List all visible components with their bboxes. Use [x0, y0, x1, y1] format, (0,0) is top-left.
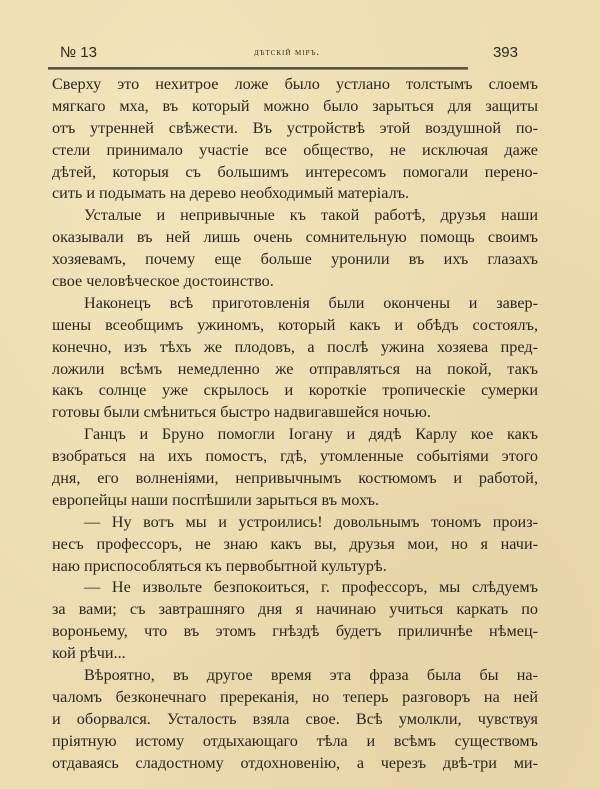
text-line: мягкаго мха, въ который можно было зарыться для защиты: [52, 96, 538, 115]
paragraph: [52, 512, 538, 578]
text-line: европейцы наши поспѣшили зарыться въ мохъ.: [52, 490, 380, 509]
text-line: несъ профессоръ, не знаю какъ вы, друзья мои, но я начи-: [52, 534, 538, 553]
header-rule: [48, 67, 468, 70]
text-line: — Не извольте безпокоиться, г. профессоръ, мы слѣдуемъ: [84, 578, 538, 597]
paragraph: [52, 205, 538, 293]
text-line: наю приспособляться къ первобытной культурѣ.: [52, 556, 387, 575]
text-line: отъ утренней свѣжести. Въ устройствѣ этой воздушной по-: [52, 118, 538, 137]
issue-number: № 13: [60, 44, 97, 61]
text-line: взобраться на ихъ помостъ, гдѣ, утомленные событіями этого: [52, 447, 538, 466]
text-line: и оборвался. Усталость взяла свое. Всѣ умолкли, чувствуя: [52, 709, 538, 728]
running-header: [52, 44, 522, 66]
text-line: стели принимало участіе все общество, не исключая даже: [52, 140, 538, 159]
paragraph: [52, 665, 538, 774]
paragraph: [52, 577, 538, 665]
body-text: [52, 74, 538, 775]
text-line: Ганцъ и Бруно помогли Іогану и дядѣ Карлу кое какъ: [84, 425, 538, 444]
text-line: готовы были смѣниться быстро надвигавшейся ночью.: [52, 403, 431, 422]
text-line: отдаваясь сладостному отдохновенію, а черезъ двѣ-три ми-: [52, 753, 538, 772]
text-line: сить и подымать на дерево необходимый матеріалъ.: [52, 184, 410, 203]
text-line: чаломъ безконечнаго пререканія, но теперь разговоръ на ней: [52, 687, 538, 706]
text-line: Наконецъ всѣ приготовленія были окончены и завер-: [84, 293, 538, 312]
text-line: хозяевамъ, почему еще больше уронили въ ихъ глазахъ: [52, 250, 538, 269]
text-line: дня, его волненіями, непривычнымъ костюмомъ и работой,: [52, 469, 538, 488]
text-line: оказывали въ ней лишь очень сомнительную помощь своимъ: [52, 228, 538, 247]
text-line: за вами; съ завтрашняго дня я начинаю учиться каркать по: [52, 600, 538, 619]
text-line: ложили всѣмъ немедленно же отправляться на покой, такъ: [52, 359, 538, 378]
text-line: кой рѣчи...: [52, 644, 126, 663]
page-number: 393: [492, 44, 518, 61]
text-line: свое человѣческое достоинство.: [52, 272, 274, 291]
journal-title: дѣтскій міръ.: [253, 47, 321, 58]
text-line: Сверху это нехитрое ложе было устлано толстымъ слоемъ: [52, 75, 538, 93]
text-line: шены всеобщимъ ужиномъ, который какъ и обѣдъ состоялъ,: [52, 315, 538, 334]
text-line: пріятную истому отдыхающаго тѣла и всѣмъ существомъ: [52, 731, 538, 750]
paragraph: [52, 424, 538, 512]
text-line: Усталые и непривычные къ такой работѣ, друзья наши: [84, 206, 538, 225]
paragraph: [52, 74, 538, 205]
text-line: конечно, изъ тѣхъ же плодовъ, а послѣ ужина хозяева пред-: [52, 337, 538, 356]
text-line: дѣтей, которыя съ большимъ интересомъ помогали перено-: [52, 162, 538, 181]
text-line: вороньему, что въ этомъ гнѣздѣ будетъ приличнѣе нѣмец-: [52, 622, 538, 641]
text-line: какъ солнце уже скрылось и короткіе тропическіе сумерки: [52, 381, 538, 400]
text-line: Вѣроятно, въ другое время эта фраза была бы на-: [84, 666, 538, 685]
paragraph: [52, 293, 538, 424]
text-line: — Ну вотъ мы и устроились! довольнымъ тономъ произ-: [84, 512, 538, 531]
